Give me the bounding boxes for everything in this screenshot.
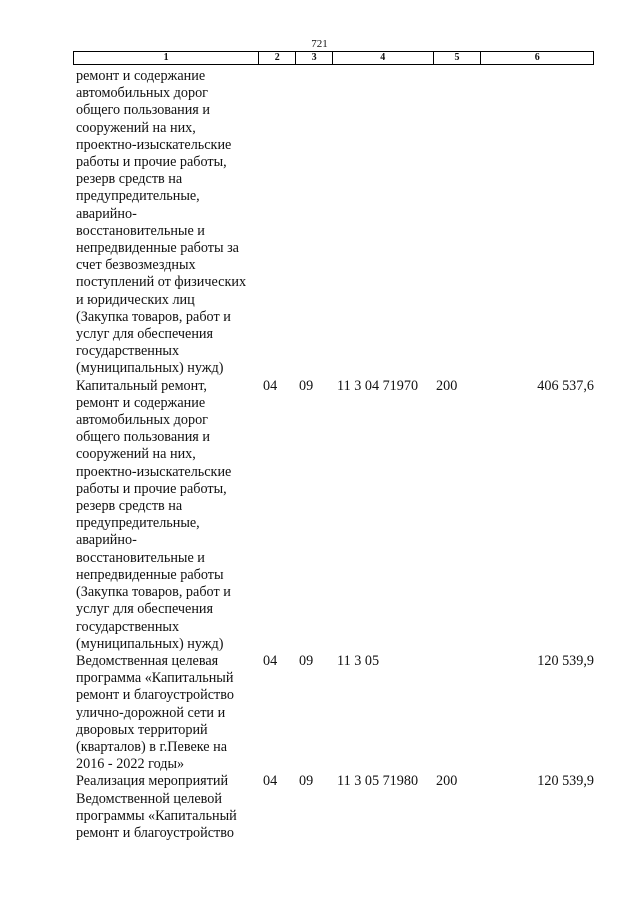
table-body: [73, 68, 594, 842]
row-name: Ведомственная целевая программа «Капитальный ремонт и благоустройство улично-дорожной сети и дворовых территорий (кварталов) в г.Певеке на 2016 - 2022 годы»: [76, 652, 234, 773]
row-section: 04: [263, 652, 278, 669]
row-subsection: 09: [299, 773, 314, 790]
column-header-1: 1: [74, 52, 259, 64]
row-section: 04: [263, 377, 278, 394]
table-row: [73, 653, 594, 773]
table-row: [73, 773, 594, 842]
row-target-code: 11 3 05: [337, 652, 380, 669]
row-amount: 120 539,9: [537, 652, 594, 669]
table-row: [73, 68, 594, 378]
row-subsection: 09: [299, 652, 314, 669]
column-header-5: 5: [434, 52, 482, 64]
table-row: [73, 378, 594, 653]
row-target-code: 11 3 04 71970: [337, 377, 419, 394]
table-header: [73, 51, 594, 65]
page-number: 721: [311, 38, 328, 50]
column-header-3: 3: [296, 52, 333, 64]
row-expense-type: 200: [436, 773, 458, 790]
row-amount: 406 537,6: [537, 377, 594, 394]
row-target-code: 11 3 05 71980: [337, 773, 419, 790]
column-header-2: 2: [259, 52, 296, 64]
row-amount: 120 539,9: [537, 773, 594, 790]
row-name: Реализация мероприятий Ведомственной целевой программы «Капитальный ремонт и благоустройство: [76, 773, 237, 841]
row-subsection: 09: [299, 377, 314, 394]
row-name: Капитальный ремонт, ремонт и содержание автомобильных дорог общего пользования и сооружений на них, проектно-изыскательские работы и прочие работы, резерв средств на предупредительные, аварийно- восстановительные и непредвиденные работы (Закупка товаров, работ и услуг для обеспечения государственных (муниципальных) нужд): [76, 377, 232, 652]
row-section: 04: [263, 773, 278, 790]
column-header-6: 6: [534, 52, 540, 63]
row-name: ремонт и содержание автомобильных дорог общего пользования и сооружений на них, проектно-изыскательские работы и прочие работы, резерв средств на предупредительные, аварийно- восстановительные и непредвиденные работы за счет безвозмездных поступлений от физических и юридических лиц (Закупка товаров, работ и услуг для обеспечения государственных (муниципальных) нужд): [76, 68, 247, 377]
column-header-4: 4: [333, 52, 434, 64]
row-expense-type: 200: [436, 377, 458, 394]
